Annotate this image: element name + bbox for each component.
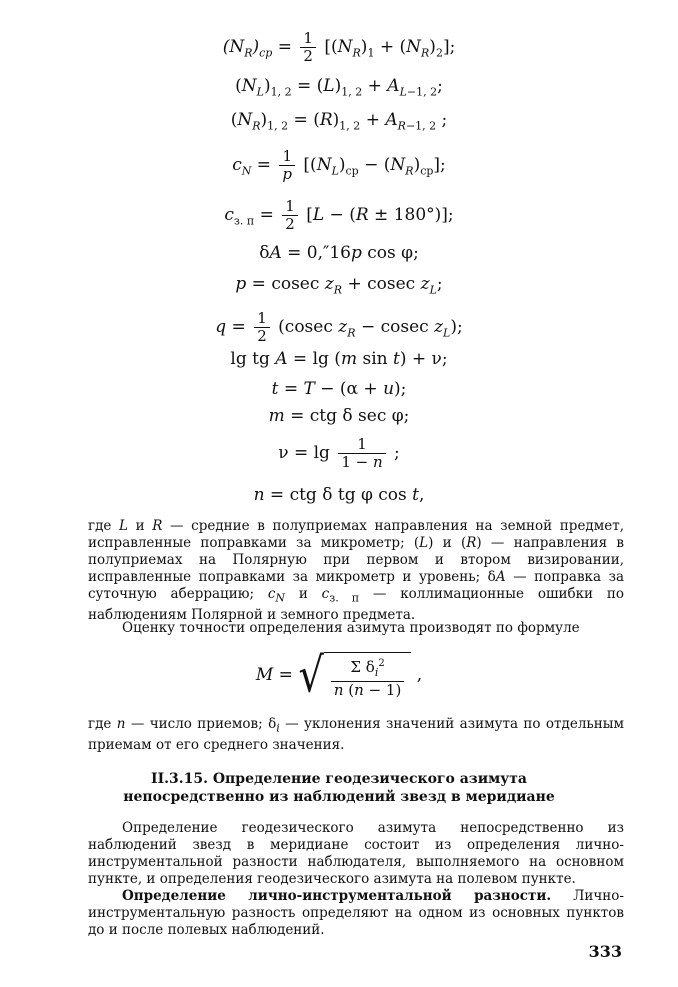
formula-c-zp: $c_{з. п}$ = $\frac{1}{2}$ [L − (R ± 180°)];	[224, 197, 454, 233]
formula-n-l-12: $(N_L)_{1, 2} = (L)_{1, 2} + A_{L-1, 2}$;	[235, 76, 443, 99]
section-title-line2: непосредственно из наблюдений звезд в меридиане	[123, 789, 555, 805]
formula-m-accuracy: M = √ $\frac{\Sigma \delta_i^2}{n (n - 1)}$ ,	[255, 647, 423, 704]
formula-n-r-12: $(N_R)_{1, 2} = (R)_{1, 2} + A_{R-1, 2}$ ;	[230, 110, 448, 133]
section-number: II.3.15.	[151, 771, 208, 787]
fraction: $\frac{1}{2}$	[282, 198, 298, 233]
fraction: $\frac{1}{2}$	[300, 30, 316, 65]
section-title-line1: Определение геодезического азимута	[212, 771, 527, 787]
fraction: $\frac{1}{2}$	[254, 310, 270, 345]
paragraph-where-n: где n — число приемов; $\delta_i$ — уклонения значений азимута по отдельным приемам от его среднего значения.	[88, 716, 624, 753]
formula-nu: ν = lg $\frac{1}{1 - n}$ ;	[278, 435, 400, 471]
paragraph-text: Лично-инструментальную разность определяют на одном из основных пунктов до и после полевых наблюдений.	[88, 888, 624, 938]
sqrt-radicand	[324, 652, 411, 699]
formula-lg-tg-a: lg tg A = lg (m sin t) + ν;	[230, 349, 448, 369]
formula-t: t = T − (α + u);	[271, 379, 407, 399]
page-number: 333	[588, 942, 622, 961]
formula-m: m = ctg δ sec φ;	[268, 406, 410, 426]
paragraph-geodetic-azimuth: Определение геодезического азимута непосредственно из наблюдений звезд в меридиане состоит из определения лично-инструментальной разности наблюдателя, выполняемого на основном пункте, и определения геодезического азимута на полевом пункте.	[88, 820, 624, 887]
formula-c-n: $c_N$ = $\frac{1}{p}$ $[(N_L)_{ср} - (N_R)_{ср}]$;	[232, 147, 446, 183]
paragraph-accuracy: Оценку точности определения азимута производят по формуле	[122, 620, 580, 636]
formula-q: q = $\frac{1}{2}$ (cosec $z_R - cosec$ $z_L$);	[215, 309, 463, 345]
formula-p: p = cosec $z_R + cosec$ $z_L$;	[235, 274, 443, 297]
formula-n-r-mean: $(N_R)_{ср}$ = $\frac{1}{2}$ $[(N_R)_1 + (N_R)_2]$;	[222, 29, 456, 65]
paragraph-definitions: где L и R — средние в полуприемах направления на земной предмет, исправленные поправками за микрометр; (L) и (R) — направления в полуприемах на Полярную при первом и втором визировании, исправленные поправками за микрометр и уровень; δA — поправка за суточную аберрацию; $c_N$ и $c_{з. п}$ — коллимационные ошибки по наблюдениям Полярной и земного предмета.	[88, 518, 624, 623]
paragraph-personal-difference	[88, 888, 624, 939]
section-heading	[0, 770, 678, 806]
formula-delta-a: δA = 0,″16p cos φ;	[259, 243, 419, 263]
sqrt-sign: √	[298, 647, 324, 704]
fraction: $\frac{1}{p}$	[279, 148, 295, 183]
subheading-inline: Определение лично-инструментальной разности.	[122, 888, 552, 904]
fraction: $\frac{\Sigma \delta_i^2}{n (n - 1)}$	[331, 655, 404, 699]
fraction: $\frac{1}{1 - n}$	[338, 436, 385, 471]
formula-n: n = ctg δ tg φ cos t,	[253, 485, 425, 505]
